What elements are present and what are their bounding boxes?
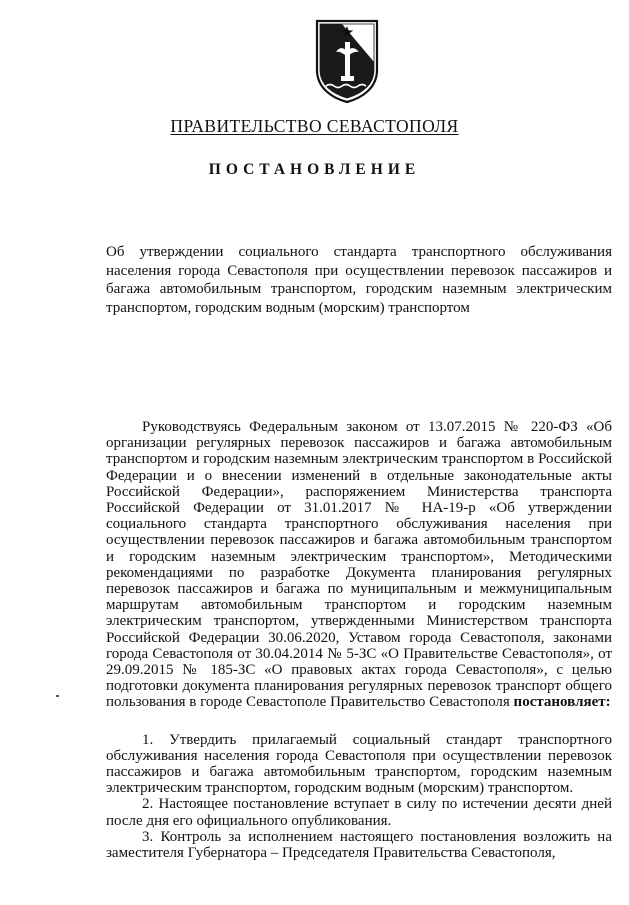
decree-word: постановляет:: [513, 694, 611, 711]
paragraph-gap: [106, 711, 612, 732]
item-paragraph-3: 3. Контроль за исполнением настоящего постановления возложить на заместителя Губернатора – Председателя Правительства Севастополя,: [106, 828, 612, 862]
organization-name: [0, 116, 629, 137]
item-paragraph-1: 1. Утвердить прилагаемый социальный стандарт транспортного обслуживания населения города Севастополя при осуществлении перевозок пассажиров и багажа автомобильным транспортом, городским наземным электрическим транспортом, городским водным (морским) транспортом.: [106, 731, 612, 797]
item-paragraph-2: 2. Настоящее постановление вступает в силу по истечении десяти дней после дня его официального опубликования.: [106, 796, 612, 829]
document-body: [106, 419, 612, 861]
document-type-heading: ПОСТАНОВЛЕНИЕ: [208, 161, 421, 178]
scan-speck: [56, 695, 59, 697]
sevastopol-coat-of-arms-icon: [314, 18, 380, 104]
preamble-paragraph: [106, 419, 612, 711]
organization-name-text: ПРАВИТЕЛЬСТВО СЕВАСТОПОЛЯ: [170, 116, 459, 136]
preamble-text: Руководствуясь Федеральным законом от 13.07.2015 № 220-ФЗ «Об организации регулярных перевозок пассажиров и багажа автомобильным транспортом и городским наземным электрическим транспортом в Российской Федерации и о внесении изменений в отдельные законодательные акты Российской Федерации», распоряжением Министерства транспорта Российской Федерации от 31.01.2017 № НА-19-р «Об утверждении социального стандарта транспортного обслуживания населения при осуществлении перевозок пассажиров и багажа автомобильным транспортом и городским наземным электрическим транспортом», Методическими рекомендациями по разработке Документа планирования регулярных перевозок пассажиров и багажа по муниципальным и межмуниципальным маршрутам автомобильным транспортом и городским наземным электрическим транспортом, утвержденными Министерством транспорта Российской Федерации 30.06.2020, Уставом города Севастополя, законами города Севастополя от 30.04.2014 № 5-ЗС «О Правительстве Севастополя», от 29.09.2015 № 185-ЗС «О правовых актах города Севастополя», с целью подготовки документа планирования регулярных перевозок транспорт общего пользования в городе Севастополе Правительство Севастополя: [106, 419, 612, 711]
document-title: Об утверждении социального стандарта транспортного обслуживания населения города Севастополя при осуществлении перевозок пассажиров и багажа автомобильным транспортом, городским наземным электрическим транспортом, городским водным (морским) транспортом: [106, 244, 612, 316]
